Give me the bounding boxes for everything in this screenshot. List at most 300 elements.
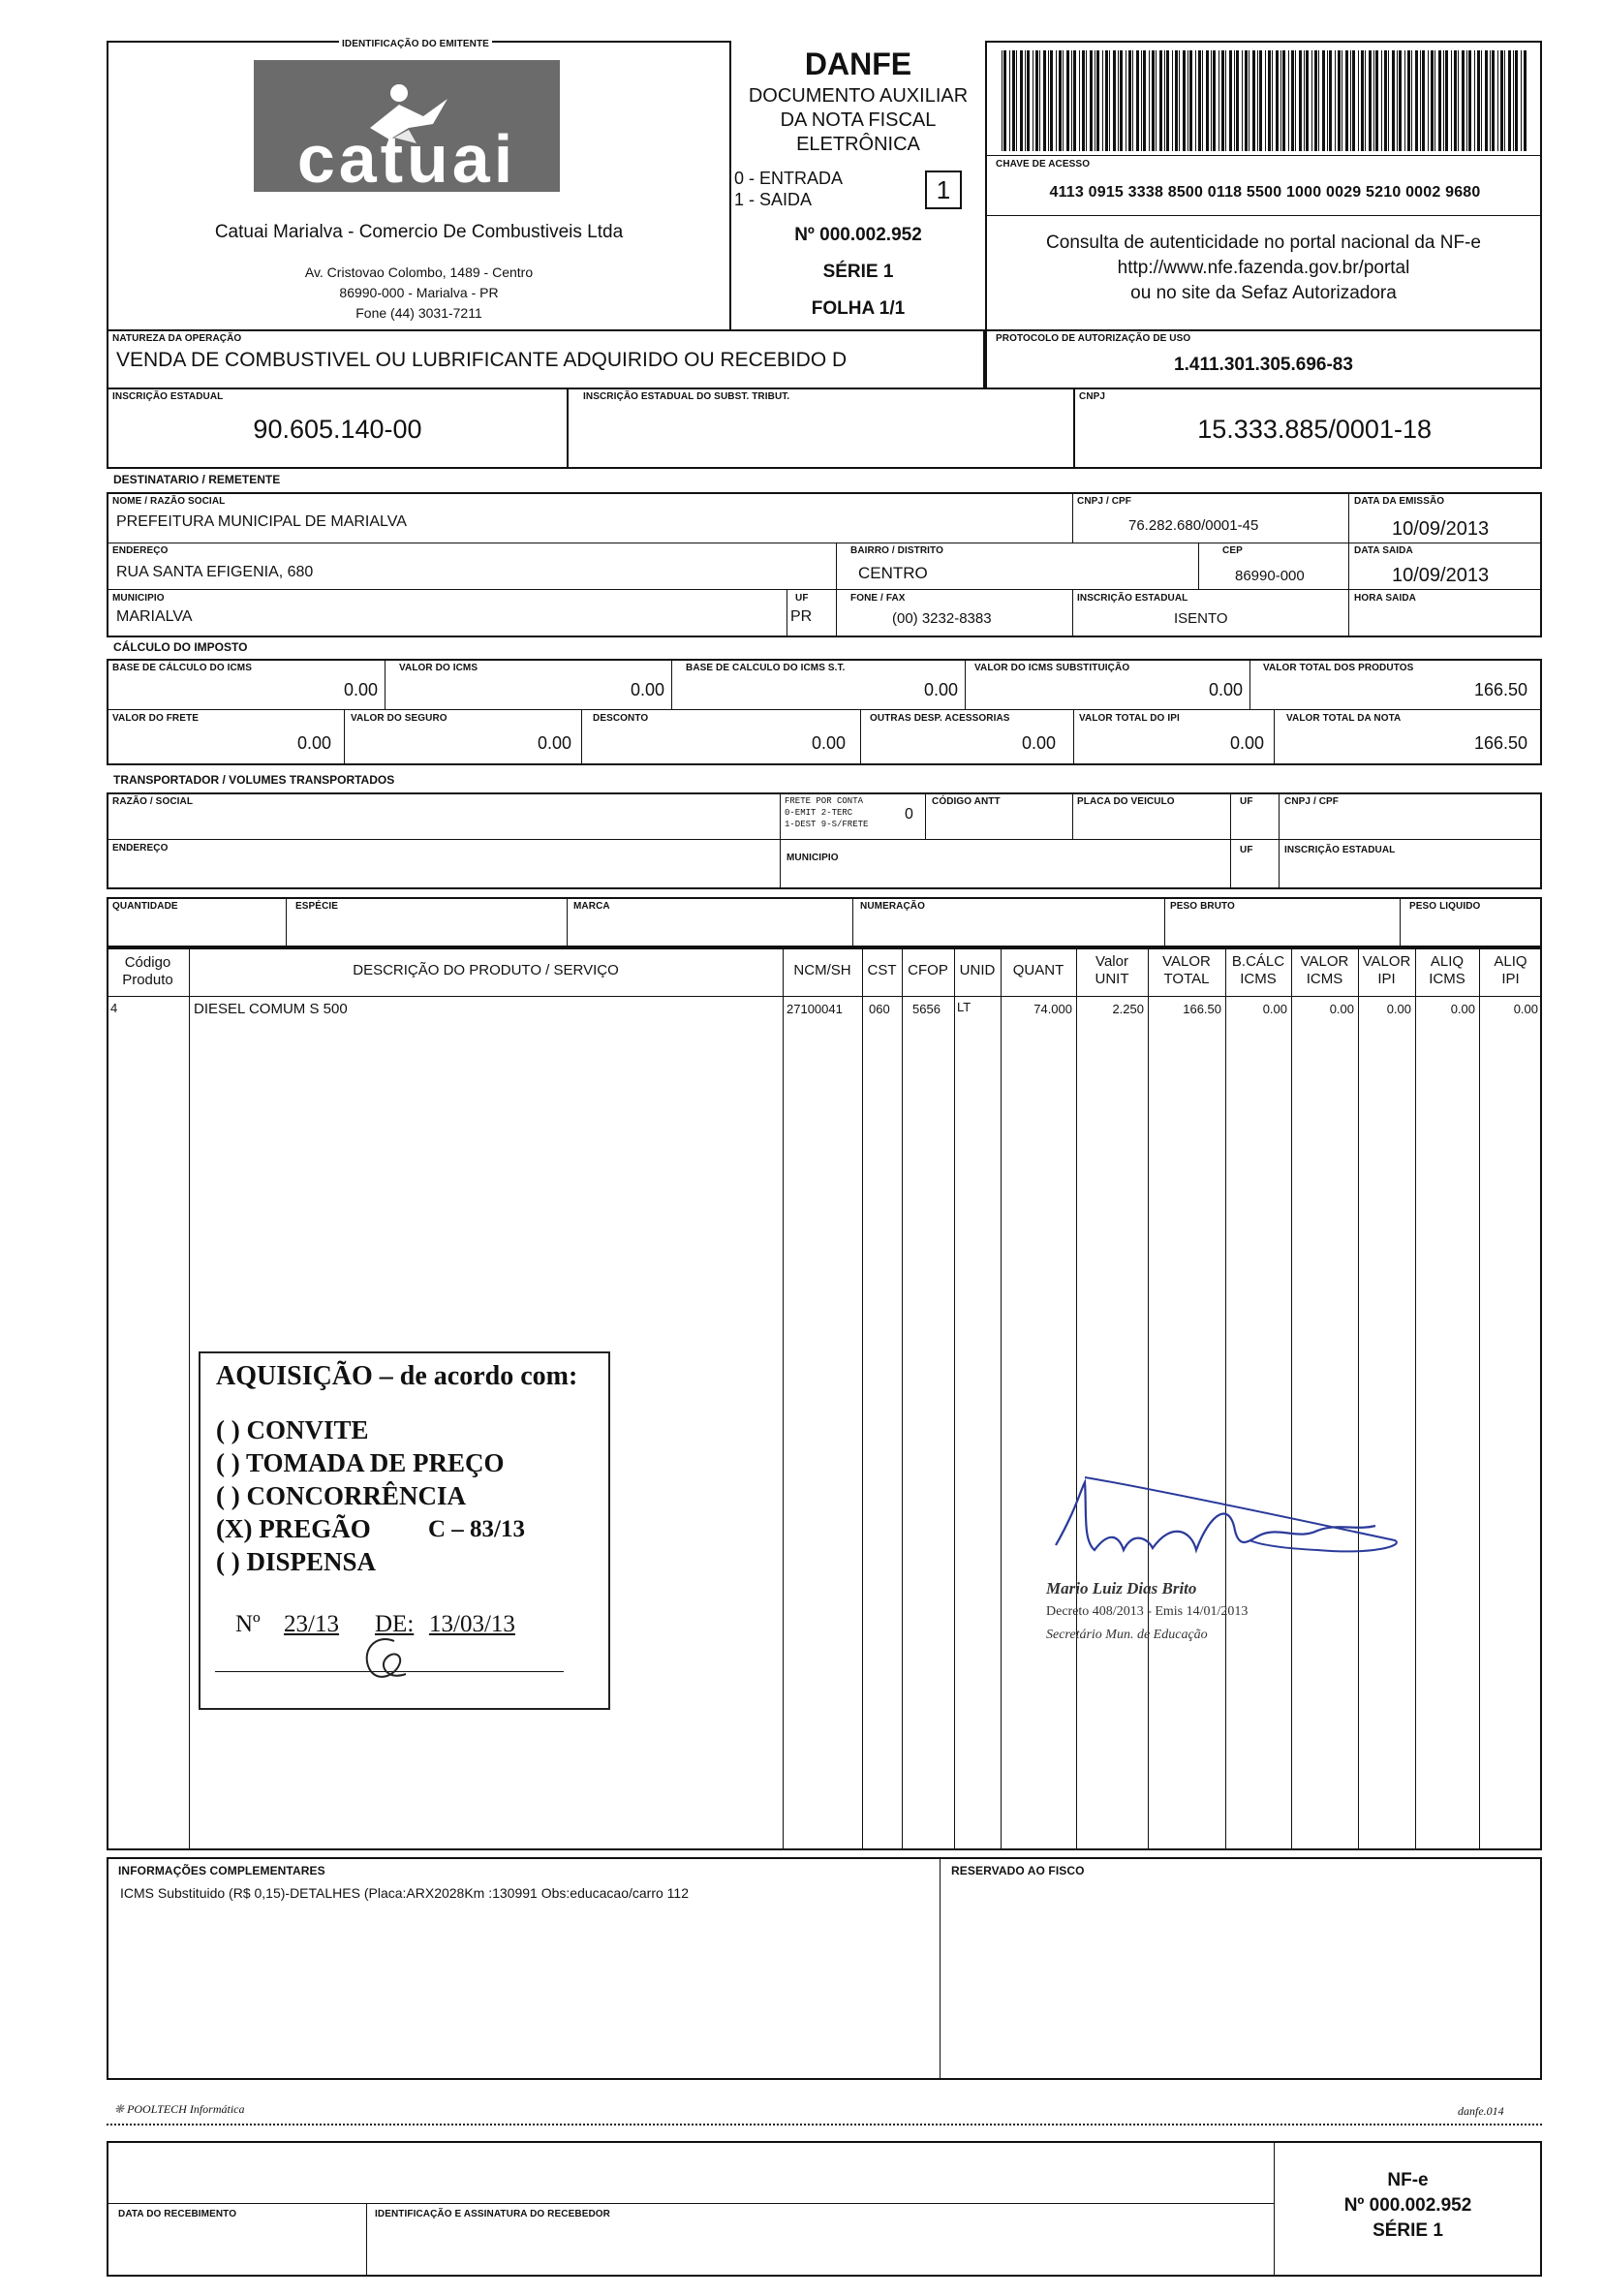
barcode-bar (1338, 50, 1341, 151)
dest-municipio: MARIALVA (116, 608, 193, 625)
dest-bairro-label: BAIRRO / DISTRITO (850, 545, 943, 556)
barcode-bar (1392, 50, 1395, 151)
base-st-label: BASE DE CALCULO DO ICMS S.T. (686, 663, 846, 673)
dest-cnpj: 76.282.680/0001-45 (1128, 517, 1259, 534)
barcode-bar (1358, 50, 1359, 151)
barcode-bar (1369, 50, 1372, 151)
danfe-subtitle-3: ELETRÔNICA (796, 134, 920, 155)
divider (985, 155, 1542, 156)
peso-liquido-label: PESO LIQUIDO (1409, 901, 1481, 912)
transp-endereco-label: ENDEREÇO (112, 843, 169, 853)
emitente-section-label: IDENTIFICAÇÃO DO EMITENTE (339, 39, 492, 49)
vicms-header-line2: ICMS (1306, 971, 1343, 987)
divider (1400, 897, 1401, 947)
vunit-header-line2: UNIT (1095, 971, 1129, 987)
dest-nome: PREFEITURA MUNICIPAL DE MARIALVA (116, 513, 407, 530)
barcode-bar (1399, 50, 1402, 151)
barcode-bar (1016, 50, 1017, 151)
col-header-aipi (1479, 953, 1542, 988)
protocolo-value: 1.411.301.305.696-83 (1174, 355, 1353, 375)
stamp-date: 13/03/13 (429, 1611, 515, 1637)
transp-cnpj-label: CNPJ / CPF (1284, 796, 1340, 807)
cell-vunit: 2.250 (1112, 1002, 1144, 1016)
danfe-numero: Nº 000.002.952 (794, 225, 922, 245)
barcode-bar (1128, 50, 1131, 151)
barcode-bar (1149, 50, 1150, 151)
cut-line (107, 2124, 1542, 2125)
barcode-bar (1102, 50, 1103, 151)
barcode-bar (1291, 50, 1294, 151)
danfe-subtitle-1: DOCUMENTO AUXILIAR (748, 85, 969, 107)
barcode-bar (1221, 50, 1224, 151)
danfe-entrada: 0 - ENTRADA (734, 169, 844, 188)
barcode-bar (1090, 50, 1093, 151)
barcode-bar (1229, 50, 1232, 151)
complementares-label: INFORMAÇÕES COMPLEMENTARES (118, 1864, 325, 1877)
barcode-bar (1268, 50, 1271, 151)
divider (1072, 492, 1073, 543)
barcode-bar (1504, 50, 1505, 151)
ie-label: INSCRIÇÃO ESTADUAL (112, 391, 224, 402)
barcode-bar (1027, 50, 1030, 151)
barcode-bar (1454, 50, 1457, 151)
total-nota-label: VALOR TOTAL DA NOTA (1286, 713, 1402, 724)
dest-bairro: CENTRO (858, 564, 928, 582)
barcode-icon (998, 50, 1530, 151)
barcode-bar (1282, 50, 1285, 151)
chave-label: CHAVE DE ACESSO (996, 159, 1091, 170)
barcode-bar (1003, 50, 1006, 151)
barcode-bar (1189, 50, 1192, 151)
transp-razao-label: RAZÃO / SOCIAL (112, 796, 194, 807)
barcode-bar (1195, 50, 1196, 151)
base-icms-label: BASE DE CÁLCULO DO ICMS (112, 663, 252, 673)
transp-ie-label: INSCRIÇÃO ESTADUAL (1284, 845, 1396, 855)
stamp-opt-tomada: ( ) TOMADA DE PREÇO (216, 1448, 505, 1477)
barcode-bar (1497, 50, 1498, 151)
outras-label: OUTRAS DESP. ACESSORIAS (870, 713, 1010, 724)
col-header-codigo (107, 954, 189, 989)
barcode-bar (1276, 50, 1279, 151)
barcode-bar (1272, 50, 1273, 151)
divider (671, 659, 672, 709)
barcode-bar (1415, 50, 1418, 151)
barcode-bar (1299, 50, 1302, 151)
barcode-bar (1314, 50, 1317, 151)
divider (836, 589, 837, 637)
barcode-bar (1198, 50, 1201, 151)
divider (107, 996, 1542, 997)
barcode-bar (1443, 50, 1444, 151)
barcode-bar (1043, 50, 1046, 151)
peso-bruto-label: PESO BRUTO (1170, 901, 1235, 912)
dest-saida-label: DATA SAIDA (1354, 545, 1413, 556)
barcode-bar (1280, 50, 1281, 151)
barcode-bar (1508, 50, 1511, 151)
barcode-bar (1335, 50, 1336, 151)
consulta-1: Consulta de autenticidade no portal nacional da NF-e (1046, 233, 1481, 253)
footer-ref: danfe.014 (1458, 2104, 1504, 2118)
barcode (998, 50, 1530, 151)
barcode-bar (1434, 50, 1435, 151)
stamp-opt-concorrencia: ( ) CONCORRÊNCIA (216, 1481, 466, 1510)
barcode-bar (1179, 50, 1180, 151)
barcode-bar (1152, 50, 1155, 151)
divider (581, 709, 582, 765)
divider (1230, 792, 1231, 889)
barcode-bar (1159, 50, 1162, 151)
barcode-bar (1407, 50, 1410, 151)
canhoto-serie: SÉRIE 1 (1373, 2220, 1443, 2241)
col-header-aicms (1415, 953, 1479, 988)
barcode-bar (1462, 50, 1465, 151)
barcode-bar (1474, 50, 1475, 151)
quantidade-label: QUANTIDADE (112, 901, 178, 912)
barcode-bar (1515, 50, 1518, 151)
barcode-bar (1521, 50, 1522, 151)
divider (366, 2203, 367, 2277)
transp-uf2-label: UF (1240, 845, 1253, 855)
divider (286, 897, 287, 947)
divider (902, 947, 903, 1850)
chave-value: 4113 0915 3338 8500 0118 5500 1000 0029 5210 0002 9680 (1049, 184, 1481, 201)
col-header-cst: CST (867, 962, 897, 978)
codigo-header-line1: Código (124, 954, 171, 971)
col-header-vipi (1358, 953, 1415, 988)
barcode-bar (1086, 50, 1087, 151)
divider (1198, 543, 1199, 589)
stamp-opt-convite: ( ) CONVITE (216, 1415, 369, 1444)
barcode-bar (1105, 50, 1108, 151)
cell-quant: 74.000 (1033, 1002, 1072, 1016)
especie-label: ESPÉCIE (295, 901, 339, 912)
canhoto-data-label: DATA DO RECEBIMENTO (118, 2209, 237, 2219)
divider (1001, 947, 1002, 1850)
stamp-num: 23/13 (284, 1611, 339, 1637)
dest-endereco-label: ENDEREÇO (112, 545, 169, 556)
vunit-header-line1: Valor (1095, 953, 1128, 970)
stamp-pregao-number: C – 83/13 (428, 1516, 525, 1542)
stamp-title: AQUISIÇÃO – de acordo com: (216, 1361, 578, 1391)
barcode-bar (1071, 50, 1072, 151)
canhoto-numero: Nº 000.002.952 (1343, 2195, 1472, 2216)
divider (1348, 492, 1349, 637)
col-header-cfop: CFOP (908, 962, 948, 978)
transp-municipio-label: MUNICIPIO (787, 853, 839, 863)
divider (344, 709, 345, 765)
signature-line-2: Decreto 408/2013 - Emis 14/01/2013 (1046, 1604, 1249, 1619)
barcode-bar (1164, 50, 1165, 151)
vicms-header-line1: VALOR (1300, 953, 1349, 970)
barcode-bar (1365, 50, 1366, 151)
col-header-vtotal (1148, 953, 1225, 988)
barcode-bar (1257, 50, 1258, 151)
divider (385, 659, 386, 709)
cell-ncm: 27100041 (787, 1002, 843, 1016)
divider (940, 1857, 941, 2080)
frete-label: VALOR DO FRETE (112, 713, 199, 724)
seguro-label: VALOR DO SEGURO (351, 713, 447, 724)
divider (985, 215, 1542, 216)
consulta-3: ou no site da Sefaz Autorizadora (1130, 283, 1397, 303)
frete-value: 0 (905, 806, 913, 822)
col-header-unid: UNID (959, 962, 996, 978)
complementares-text: ICMS Substituido (R$ 0,15)-DETALHES (Placa:ARX2028Km :130991 Obs:educacao/carro 112 (120, 1885, 689, 1901)
cnpj-label: CNPJ (1079, 391, 1106, 402)
barcode-bar (1428, 50, 1429, 151)
dest-saida: 10/09/2013 (1392, 565, 1490, 586)
divider (1274, 709, 1275, 765)
total-nota: 166.50 (1473, 733, 1527, 753)
dest-ie: ISENTO (1174, 610, 1228, 627)
barcode-bar (1035, 50, 1038, 151)
barcode-bar (1172, 50, 1173, 151)
divider (1076, 947, 1077, 1850)
codigo-header-line2: Produto (122, 972, 173, 988)
divider (107, 709, 1542, 710)
barcode-bar (1236, 50, 1239, 151)
vipi-header-line2: IPI (1377, 971, 1396, 987)
barcode-bar (1206, 50, 1209, 151)
canhoto-nfe: NF-e (1387, 2170, 1429, 2190)
divider (1358, 947, 1359, 1850)
barcode-bar (1295, 50, 1296, 151)
barcode-bar (1225, 50, 1226, 151)
consulta-2: http://www.nfe.fazenda.gov.br/portal (1117, 258, 1410, 278)
dest-hora-label: HORA SAIDA (1354, 593, 1416, 604)
divider (1279, 792, 1280, 889)
transporte-section-label: TRANSPORTADOR / VOLUMES TRANSPORTADOS (113, 773, 395, 787)
cell-descricao: DIESEL COMUM S 500 (194, 1001, 348, 1017)
transp-uf-label: UF (1240, 796, 1253, 807)
desconto-label: DESCONTO (593, 713, 649, 724)
barcode-bar (1322, 50, 1325, 151)
total-produtos: 166.50 (1473, 680, 1527, 699)
barcode-bar (1259, 50, 1262, 151)
frete: 0.00 (296, 733, 331, 753)
ipi: 0.00 (1229, 733, 1264, 753)
valor-icms: 0.00 (630, 680, 664, 699)
col-header-bcalc (1225, 953, 1291, 988)
barcode-bar (1458, 50, 1459, 151)
natureza-value: VENDA DE COMBUSTIVEL OU LUBRIFICANTE ADQUIRIDO OU RECEBIDO D (116, 349, 848, 371)
barcode-bar (1242, 50, 1243, 151)
barcode-bar (1384, 50, 1387, 151)
barcode-bar (1388, 50, 1389, 151)
col-header-ncm: NCM/SH (793, 962, 851, 978)
barcode-bar (1012, 50, 1015, 151)
barcode-bar (1118, 50, 1119, 151)
barcode-bar (1306, 50, 1309, 151)
barcode-bar (1466, 50, 1467, 151)
dest-municipio-label: MUNICIPIO (112, 593, 165, 604)
barcode-bar (1265, 50, 1266, 151)
divider (1072, 792, 1073, 839)
stamp-num-prefix: Nº (235, 1611, 261, 1637)
barcode-bar (1132, 50, 1133, 151)
divider (107, 2203, 1274, 2204)
divider (860, 709, 861, 765)
divider (852, 897, 853, 947)
danfe-folha: FOLHA 1/1 (811, 298, 906, 319)
dest-uf: PR (790, 608, 813, 625)
barcode-bar (1404, 50, 1405, 151)
ie-value: 90.605.140-00 (253, 415, 422, 444)
placa-label: PLACA DO VEICULO (1077, 796, 1175, 807)
aicms-header-line1: ALIQ (1430, 953, 1465, 970)
divider (1072, 589, 1073, 637)
bcalc-header-line1: B.CÁLC (1231, 953, 1285, 970)
col-header-quant: QUANT (1012, 962, 1064, 978)
cell-bcalc: 0.00 (1262, 1002, 1287, 1016)
barcode-bar (1120, 50, 1123, 151)
cnpj-value: 15.333.885/0001-18 (1197, 415, 1432, 444)
emitente-name: Catuai Marialva - Comercio De Combustiveis Ltda (214, 222, 624, 242)
dest-cnpj-label: CNPJ / CPF (1077, 496, 1132, 507)
valor-icms-label: VALOR DO ICMS (399, 663, 478, 673)
footer-brand-text: POOLTECH Informática (127, 2102, 245, 2116)
barcode-bar (1048, 50, 1049, 151)
emitente-address: Av. Cristovao Colombo, 1489 - Centro (304, 264, 534, 280)
danfe-saida: 1 - SAIDA (734, 190, 813, 209)
aicms-header-line2: ICMS (1429, 971, 1465, 987)
vipi-header-line1: VALOR (1362, 953, 1411, 970)
footer-logo-icon: ❋ (114, 2102, 125, 2116)
valor-st-label: VALOR DO ICMS SUBSTITUIÇÃO (974, 663, 1130, 673)
divider (1225, 947, 1226, 1850)
barcode-bar (1375, 50, 1378, 151)
divider (1291, 947, 1292, 1850)
barcode-bar (1490, 50, 1491, 151)
barcode-bar (1183, 50, 1186, 151)
divider (1164, 897, 1165, 947)
cell-aipi: 0.00 (1513, 1002, 1538, 1016)
natureza-label: NATUREZA DA OPERAÇÃO (112, 333, 242, 344)
divider (107, 589, 1542, 590)
barcode-bar (1361, 50, 1364, 151)
barcode-bar (1397, 50, 1398, 151)
cell-unid: LT (957, 1000, 972, 1014)
barcode-bar (1327, 50, 1328, 151)
stamp-opt-dispensa: ( ) DISPENSA (216, 1547, 377, 1576)
acquisition-stamp (199, 1351, 610, 1710)
barcode-bar (1445, 50, 1448, 151)
desconto: 0.00 (811, 733, 846, 753)
barcode-bar (1113, 50, 1116, 151)
divider (1073, 709, 1074, 765)
dest-emissao: 10/09/2013 (1392, 518, 1490, 540)
dest-emissao-label: DATA DA EMISSÃO (1354, 496, 1445, 507)
cell-vtotal: 166.50 (1183, 1002, 1221, 1016)
barcode-bar (1136, 50, 1139, 151)
barcode-bar (1481, 50, 1482, 151)
cell-cst: 060 (869, 1002, 890, 1016)
protocolo-label: PROTOCOLO DE AUTORIZAÇÃO DE USO (996, 333, 1191, 344)
vtotal-header-line2: TOTAL (1163, 971, 1210, 987)
barcode-bar (1420, 50, 1421, 151)
divider (965, 659, 966, 709)
barcode-bar (1202, 50, 1203, 151)
barcode-bar (1451, 50, 1452, 151)
frete-opt-1: FRETE POR CONTA (785, 796, 864, 806)
fisco-label: RESERVADO AO FISCO (951, 1864, 1085, 1877)
danfe-tipo-box: 1 (925, 171, 962, 209)
dest-uf-label: UF (795, 593, 809, 604)
barcode-bar (1175, 50, 1178, 151)
company-logo (254, 60, 560, 192)
ipi-label: VALOR TOTAL DO IPI (1079, 713, 1180, 724)
barcode-bar (1438, 50, 1441, 151)
barcode-bar (1245, 50, 1248, 151)
barcode-bar (1422, 50, 1425, 151)
dest-ie-label: INSCRIÇÃO ESTADUAL (1077, 593, 1188, 604)
barcode-bar (1234, 50, 1235, 151)
cell-aicms: 0.00 (1450, 1002, 1475, 1016)
base-st: 0.00 (923, 680, 958, 699)
barcode-bar (1477, 50, 1480, 151)
divider (567, 897, 568, 947)
barcode-bar (1381, 50, 1382, 151)
barcode-bar (1329, 50, 1332, 151)
divider (1479, 947, 1480, 1850)
valor-st: 0.00 (1208, 680, 1243, 699)
destinatario-section-label: DESTINATARIO / REMETENTE (113, 473, 281, 486)
cell-vicms: 0.00 (1329, 1002, 1354, 1016)
col-header-descricao: DESCRIÇÃO DO PRODUTO / SERVIÇO (353, 962, 619, 978)
danfe-subtitle-2: DA NOTA FISCAL (780, 109, 937, 131)
barcode-bar (1213, 50, 1216, 151)
barcode-bar (1311, 50, 1312, 151)
barcode-bar (1050, 50, 1053, 151)
barcode-bar (1350, 50, 1351, 151)
barcode-bar (1141, 50, 1142, 151)
frete-opt-3: 1-DEST 9-S/FRETE (785, 820, 869, 829)
barcode-bar (1524, 50, 1527, 151)
barcode-bar (1143, 50, 1146, 151)
signature-line-3: Secretário Mun. de Educação (1046, 1628, 1208, 1642)
divider (189, 947, 190, 1850)
barcode-bar (1345, 50, 1348, 151)
signature-line-1: Mario Luiz Dias Brito (1046, 1579, 1197, 1598)
barcode-bar (1066, 50, 1069, 151)
marca-label: MARCA (573, 901, 610, 912)
col-header-vicms (1291, 953, 1358, 988)
antt-label: CÓDIGO ANTT (932, 796, 1001, 807)
barcode-bar (1009, 50, 1010, 151)
divider (862, 947, 863, 1850)
cell-cfop: 5656 (912, 1002, 941, 1016)
barcode-bar (1373, 50, 1374, 151)
logo-text: catuai (296, 121, 517, 192)
barcode-bar (1318, 50, 1319, 151)
barcode-bar (1513, 50, 1514, 151)
col-header-vunit (1076, 953, 1148, 988)
canhoto-assinatura-label: IDENTIFICAÇÃO E ASSINATURA DO RECEBEDOR (375, 2209, 610, 2219)
barcode-bar (1288, 50, 1289, 151)
barcode-bar (1500, 50, 1503, 151)
signature (1027, 1473, 1434, 1666)
dest-nome-label: NOME / RAZÃO SOCIAL (112, 496, 226, 507)
divider (954, 947, 955, 1850)
footer-brand (114, 2102, 245, 2117)
barcode-bar (1468, 50, 1471, 151)
barcode-bar (1020, 50, 1023, 151)
barcode-bar (1492, 50, 1495, 151)
seguro: 0.00 (537, 733, 571, 753)
transporte-box (107, 792, 1542, 889)
barcode-bar (1079, 50, 1080, 151)
divider (1249, 659, 1250, 709)
